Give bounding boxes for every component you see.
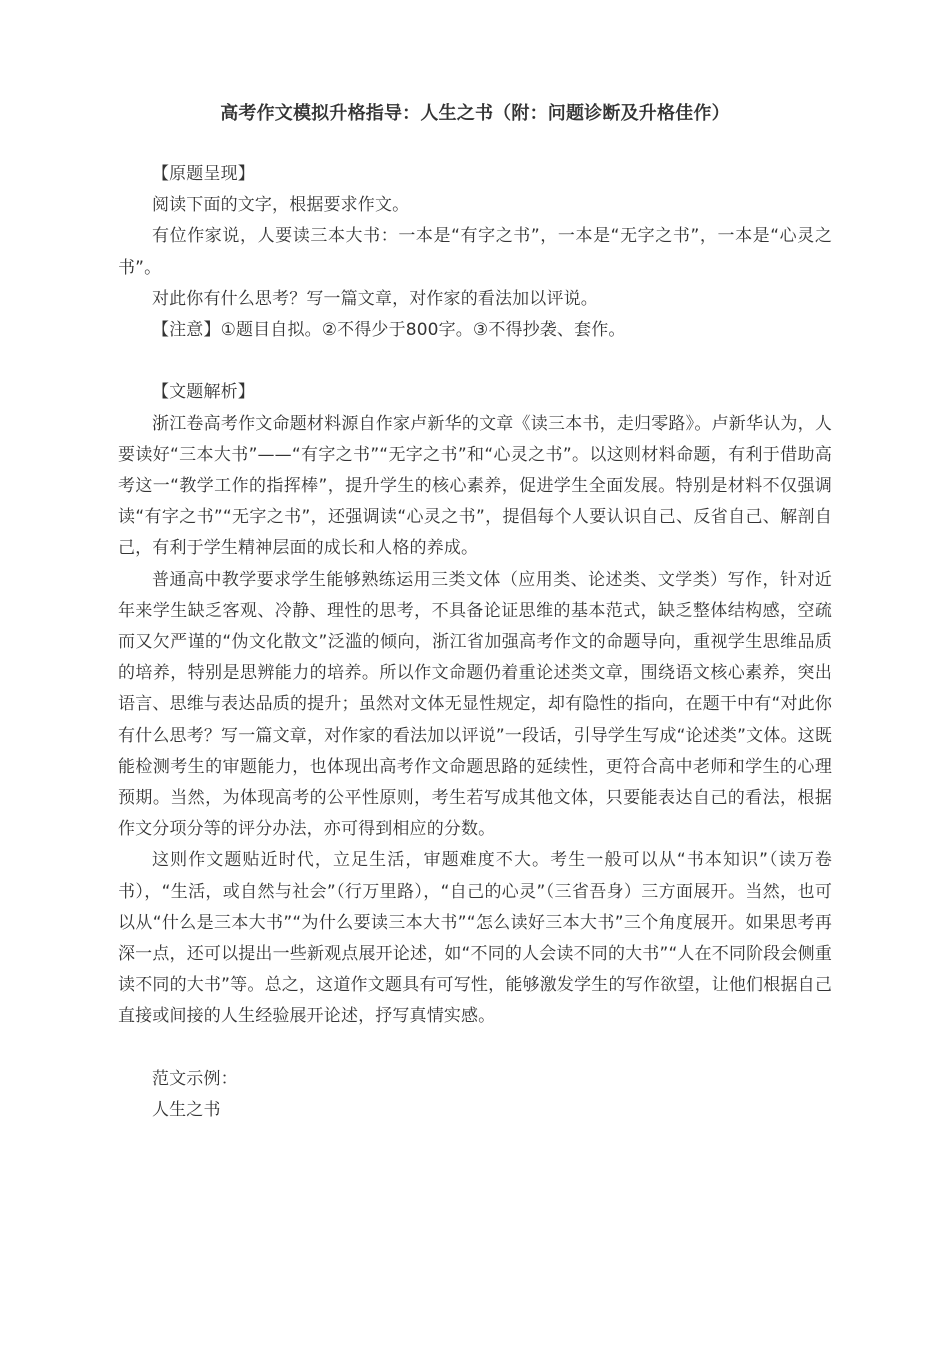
section-spacer [118, 1033, 832, 1064]
document-title: 高考作文模拟升格指导：人生之书（附：问题诊断及升格佳作） [220, 103, 730, 124]
sample-essay-section [118, 1064, 832, 1126]
section-spacer [118, 346, 832, 377]
analysis-paragraph: 这则作文题贴近时代，立足生活，审题难度不大。考生一般可以从“书本知识”（读万卷书），“生活，或自然与社会”（行万里路），“自己的心灵”（三省吾身）三方面展开。当然，也可以从“什么是三本大书”“为什么要读三本大书”“怎么读好三本大书”三个角度展开。如果思考再深一点，还可以提出一些新观点展开论述，如“不同的人会读不同的大书”“人在不同阶段会侧重读不同的大书”等。总之，这道作文题具有可写性，能够激发学生的写作欲望，让他们根据自己直接或间接的人生经验展开论述，抒写真情实感。 [118, 850, 832, 1027]
question-instruction: 阅读下面的文字，根据要求作文。 [152, 195, 410, 216]
question-material: 有位作家说，人要读三本大书：一本是“有字之书”，一本是“无字之书”，一本是“心灵之书”。 [118, 226, 832, 278]
analysis-paragraph: 浙江卷高考作文命题材料源自作家卢新华的文章《读三本书，走归零路》。卢新华认为，人要读好“三本大书”——“有字之书”“无字之书”和“心灵之书”。以这则材料命题，有利于借助高考这一“教学工作的指挥棒”，提升学生的核心素养，促进学生全面发展。特别是材料不仅强调读“有字之书”“无字之书”，还强调读“心灵之书”，提倡每个人要认识自己、反省自己、解剖自己，有利于学生精神层面的成长和人格的养成。 [118, 413, 832, 559]
analysis-section [118, 377, 832, 1032]
original-question-heading: 【原题呈现】 [152, 164, 255, 184]
question-notes: 【注意】①题目自拟。②不得少于800字。③不得抄袭、套作。 [152, 320, 626, 341]
document-page [118, 98, 832, 1126]
sample-essay-title: 人生之书 [152, 1100, 221, 1121]
question-task: 对此你有什么思考？写一篇文章，对作家的看法加以评说。 [152, 288, 598, 309]
analysis-heading: 【文题解析】 [152, 382, 255, 403]
original-question-section [118, 159, 832, 346]
sample-essay-label: 范文示例： [152, 1068, 238, 1089]
analysis-paragraph: 普通高中教学要求学生能够熟练运用三类文体（应用类、论述类、文学类）写作，针对近年来学生缺乏客观、冷静、理性的思考，不具备论证思维的基本范式，缺乏整体结构感，空疏而又欠严谨的“伪文化散文”泛滥的倾向，浙江省加强高考作文的命题导向，重视学生思维品质的培养，特别是思辨能力的培养。所以作文命题仍着重论述类文章，围绕语文核心素养，突出语言、思维与表达品质的提升；虽然对文体无显性规定，却有隐性的指向，在题干中有“对此你有什么思考？写一篇文章，对作家的看法加以评说”一段话，引导学生写成“论述类”文体。这既能检测考生的审题能力，也体现出高考作文命题思路的延续性，更符合高中老师和学生的心理预期。当然，为体现高考的公平性原则，考生若写成其他文体，只要能表达自己的看法，根据作文分项分等的评分办法，亦可得到相应的分数。 [118, 569, 832, 840]
